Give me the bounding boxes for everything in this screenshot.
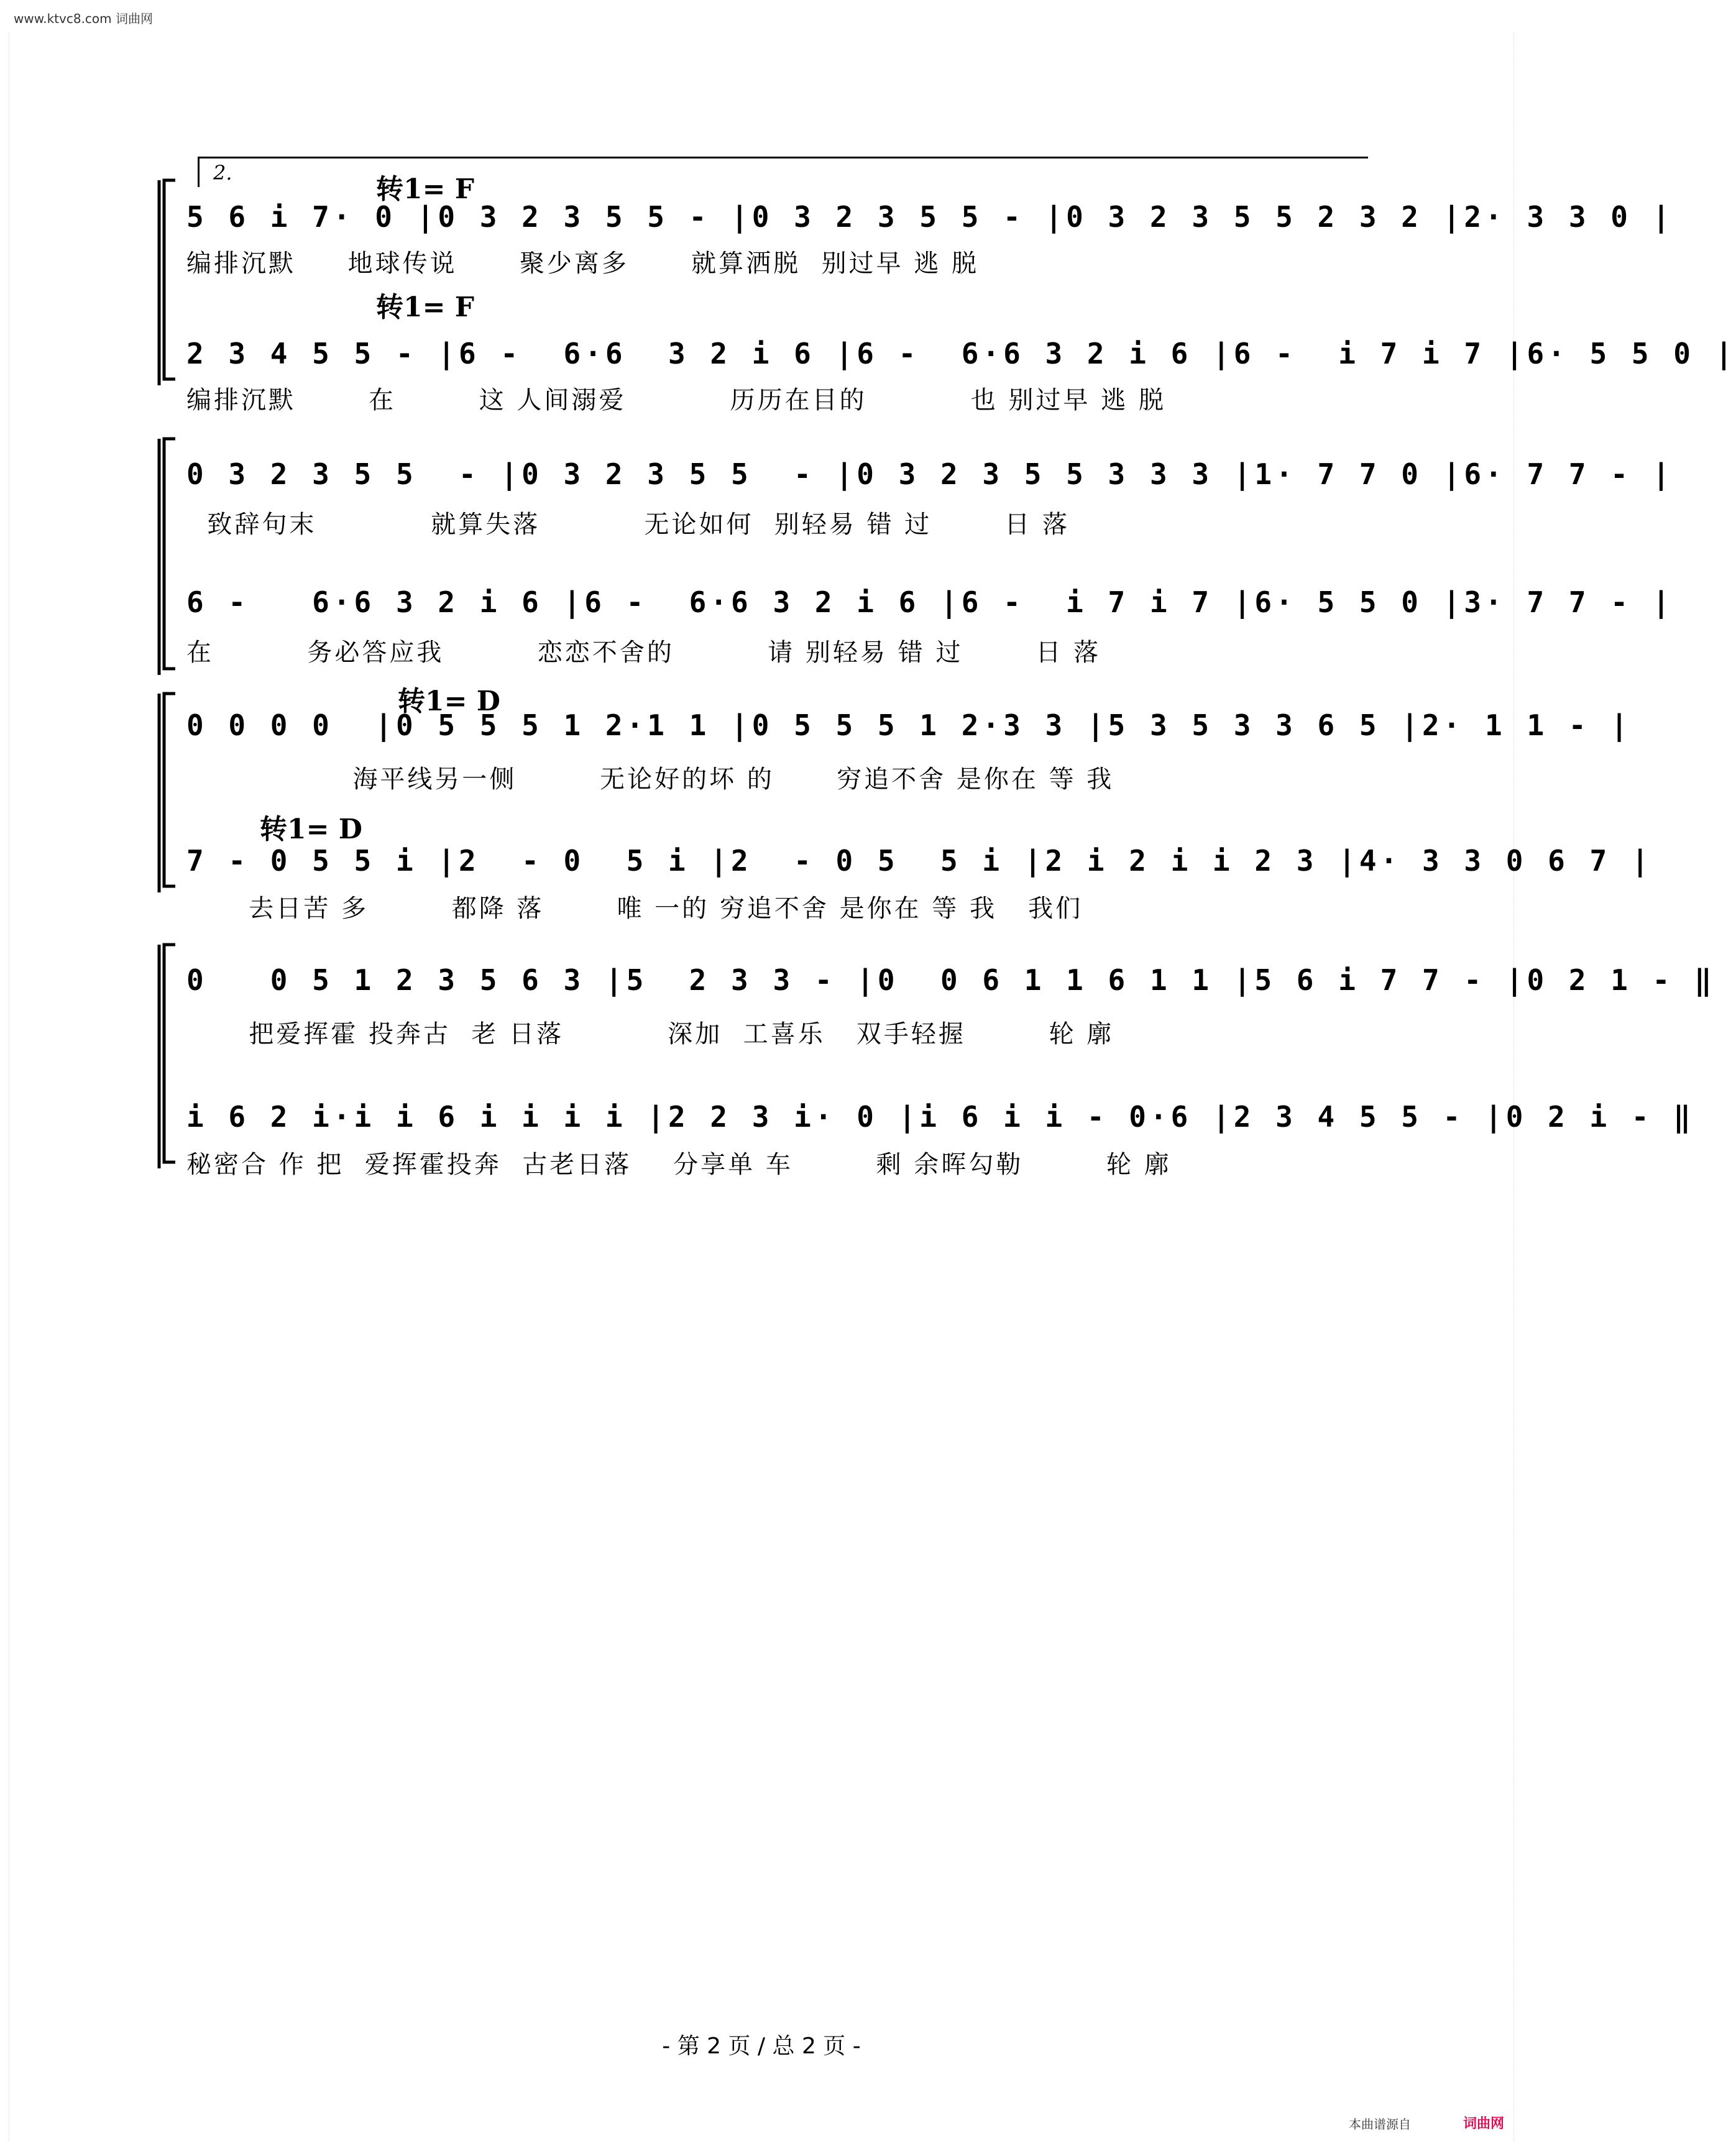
upper-staff-row — [0, 963, 1715, 1001]
lower-lyrics: 去日苦 多 都降 落 唯 一的 穷追不舍 是你在 等 我 我们 — [186, 894, 1083, 923]
lower-lyrics: 秘密合 作 把 爱挥霍投奔 古老日落 分享单 车 剩 余晖勾勒 轮 廓 — [186, 1150, 1172, 1179]
lower-staff-row — [0, 844, 1653, 881]
key-change-marker: 转1= D — [398, 685, 500, 717]
lower-melody: i 6 2 i·i i 6 i i i i |2 2 3 i· 0 |i 6 i i - 0·6 |2 3 4 5 5 - |0 2 i - ‖ — [186, 1100, 1694, 1134]
upper-melody: 0 0 0 0 |0 5 5 5 1 2·1 1 |0 5 5 5 1 2·3 3 |5 3 5 3 3 6 5 |2· 1 1 - | — [186, 708, 1632, 742]
lower-staff-row — [0, 585, 1674, 623]
upper-staff-row — [0, 457, 1674, 495]
upper-lyrics: 致辞句末 就算失落 无论如何 别轻易 错 过 日 落 — [186, 510, 1070, 539]
key-change-marker: 转1= F — [376, 173, 475, 205]
page-number: - 第 2 页 / 总 2 页 - — [662, 2033, 861, 2059]
key-change-marker: 转1= D — [260, 814, 362, 845]
upper-lyrics: 把爱挥霍 投奔古 老 日落 深加 工喜乐 双手轻握 轮 廓 — [186, 1020, 1114, 1048]
upper-lyrics: 编排沉默 地球传说 聚少离多 就算洒脱 别过早 逃 脱 — [186, 249, 980, 278]
lower-melody: 2 3 4 5 5 - |6 - 6·6 3 2 i 6 |6 - 6·6 3 2 i 6 |6 - i 7 i 7 |6· 5 5 0 | — [186, 337, 1736, 370]
site-url-text: www.ktvc8.com 词曲网 — [14, 11, 154, 26]
lower-staff-row — [0, 1100, 1694, 1137]
lower-melody: 6 - 6·6 3 2 i 6 |6 - 6·6 3 2 i 6 |6 - i 7 i 7 |6· 5 5 0 |3· 7 7 - | — [186, 585, 1674, 619]
lower-lyrics: 编排沉默 在 这 人间溺爱 历历在目的 也 别过早 逃 脱 — [186, 386, 1166, 415]
lower-melody: 7 - 0 5 5 i |2 - 0 5 i |2 - 0 5 5 i |2 i 2 i i 2 3 |4· 3 3 0 6 7 | — [186, 844, 1653, 878]
key-change-marker: 转1= F — [376, 291, 475, 323]
upper-melody: 0 3 2 3 5 5 - |0 3 2 3 5 5 - |0 3 2 3 5 5 3 3 3 |1· 7 7 0 |6· 7 7 - | — [186, 457, 1674, 491]
lower-staff-row — [0, 337, 1736, 374]
volta-bracket — [198, 157, 1368, 187]
volta-label: 2. — [213, 161, 232, 185]
lower-lyrics: 在 务必答应我 恋恋不舍的 请 别轻易 错 过 日 落 — [186, 638, 1101, 667]
source-note: 本曲谱源自 — [1349, 2117, 1411, 2132]
upper-lyrics: 海平线另一侧 无论好的坏 的 穷追不舍 是你在 等 我 — [186, 765, 1114, 794]
brand-logo: 词曲网 — [1463, 2116, 1504, 2132]
upper-melody: 0 0 5 1 2 3 5 6 3 |5 2 3 3 - |0 0 6 1 1 6 1 1 |5 6 i 7 7 - |0 2 1 - ‖ — [186, 963, 1715, 997]
upper-melody: 5 6 i 7· 0 |0 3 2 3 5 5 - |0 3 2 3 5 5 - |0 3 2 3 5 5 2 3 2 |2· 3 3 0 | — [186, 200, 1674, 234]
upper-staff-row — [0, 708, 1632, 746]
upper-staff-row — [0, 200, 1674, 237]
